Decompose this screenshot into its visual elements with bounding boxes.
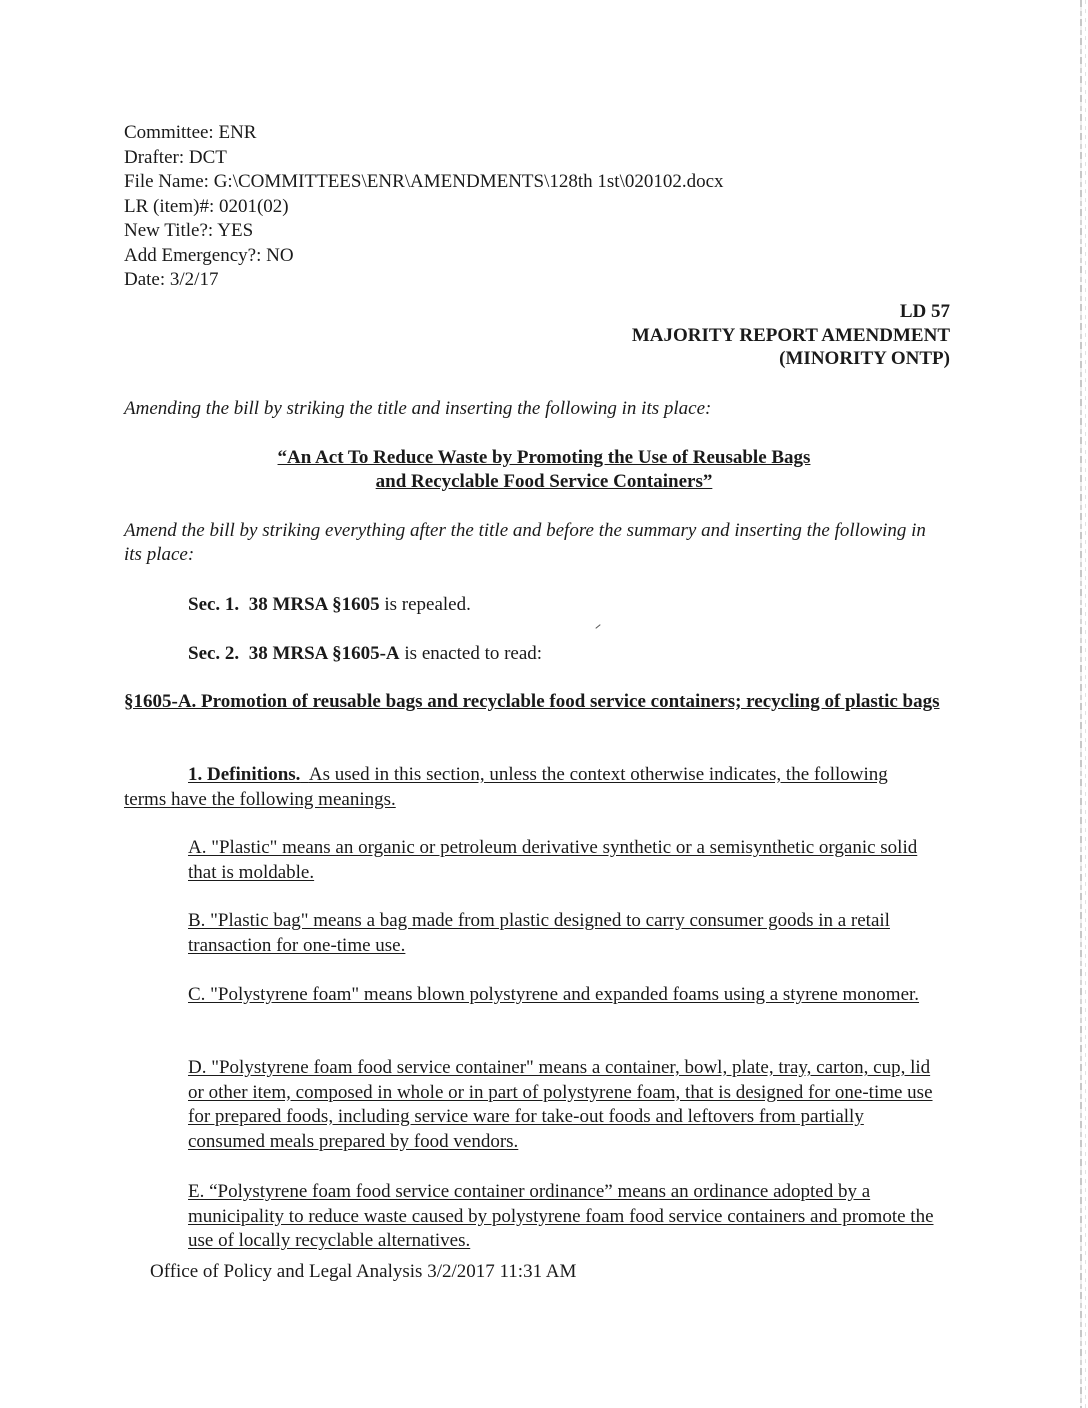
scan-edge-artifact-secondary <box>1085 0 1086 1408</box>
report-designation <box>632 300 950 371</box>
date-line: Date: 3/2/17 <box>124 269 219 290</box>
page-footer: Office of Policy and Legal Analysis 3/2/2017 11:31 AM <box>150 1261 577 1282</box>
ld-number: LD 57 <box>899 301 950 322</box>
new-bill-title <box>124 446 964 494</box>
definitions-intro: As used in this section, unless the context otherwise indicates, the following terms have the following meanings. <box>124 764 888 810</box>
new-title-line: New Title?: YES <box>124 220 254 241</box>
new-bill-title-line-2: and Recyclable Food Service Containers” <box>375 471 713 492</box>
definition-b: B. "Plastic bag" means a bag made from plastic designed to carry consumer goods in a retail transaction for one-time use. <box>188 910 890 956</box>
definition-a: A. "Plastic" means an organic or petroleum derivative synthetic or a semisynthetic organic solid that is moldable. <box>188 837 918 883</box>
drafting-header <box>124 121 724 293</box>
scan-edge-artifact <box>1080 0 1082 1408</box>
definition-d: D. "Polystyrene foam food service container" means a container, bowl, plate, tray, carton, cup, lid or other item, composed in whole or in part of polystyrene foam, that is designed for one-time use for prepared foods, including service ware for take-out foods and leftovers from partially consumed meals prepared by food vendors. <box>188 1057 933 1152</box>
add-emergency-line: Add Emergency?: NO <box>124 244 294 266</box>
lr-item-line: LR (item)#: 0201(02) <box>124 195 289 217</box>
new-bill-title-line-1: “An Act To Reduce Waste by Promoting the Use of Reusable Bags <box>277 447 811 468</box>
definition-e: E. “Polystyrene foam food service container ordinance” means an ordinance adopted by a municipality to reduce waste caused by polystyrene foam food service containers and promote the use of locally recyclable alternatives. <box>188 1181 934 1251</box>
section-1 <box>188 593 471 617</box>
section-2-label: Sec. 2. <box>188 643 240 664</box>
section-2-action: is enacted to read: <box>404 643 543 664</box>
section-2 <box>188 642 542 666</box>
drafter-line: Drafter: DCT <box>124 146 227 168</box>
section-2-cite: 38 MRSA §1605-A <box>248 643 400 664</box>
definitions-paragraph <box>124 763 894 812</box>
section-heading: §1605-A. Promotion of reusable bags and recyclable food service containers; recycling of plastic bags <box>124 691 940 712</box>
section-1-cite: 38 MRSA §1605 <box>248 594 380 615</box>
body-amendment-instruction: Amend the bill by striking everything after the title and before the summary and inserting the following in its place: <box>124 520 926 565</box>
title-amendment-instruction: Amending the bill by striking the title and inserting the following in its place: <box>124 398 712 419</box>
committee-line: Committee: ENR <box>124 122 257 143</box>
minority-report-label: (MINORITY ONTP) <box>779 348 950 369</box>
file-name-line: File Name: G:\COMMITTEES\ENR\AMENDMENTS\128th 1st\020102.docx <box>124 171 724 192</box>
pen-mark <box>595 624 600 629</box>
majority-report-label: MAJORITY REPORT AMENDMENT <box>631 324 950 346</box>
section-1-label: Sec. 1. <box>188 594 240 615</box>
definition-c: C. "Polystyrene foam" means blown polystyrene and expanded foams using a styrene monomer. <box>188 984 920 1005</box>
section-1-action: is repealed. <box>384 594 471 615</box>
definitions-label: 1. Definitions. <box>188 764 301 785</box>
